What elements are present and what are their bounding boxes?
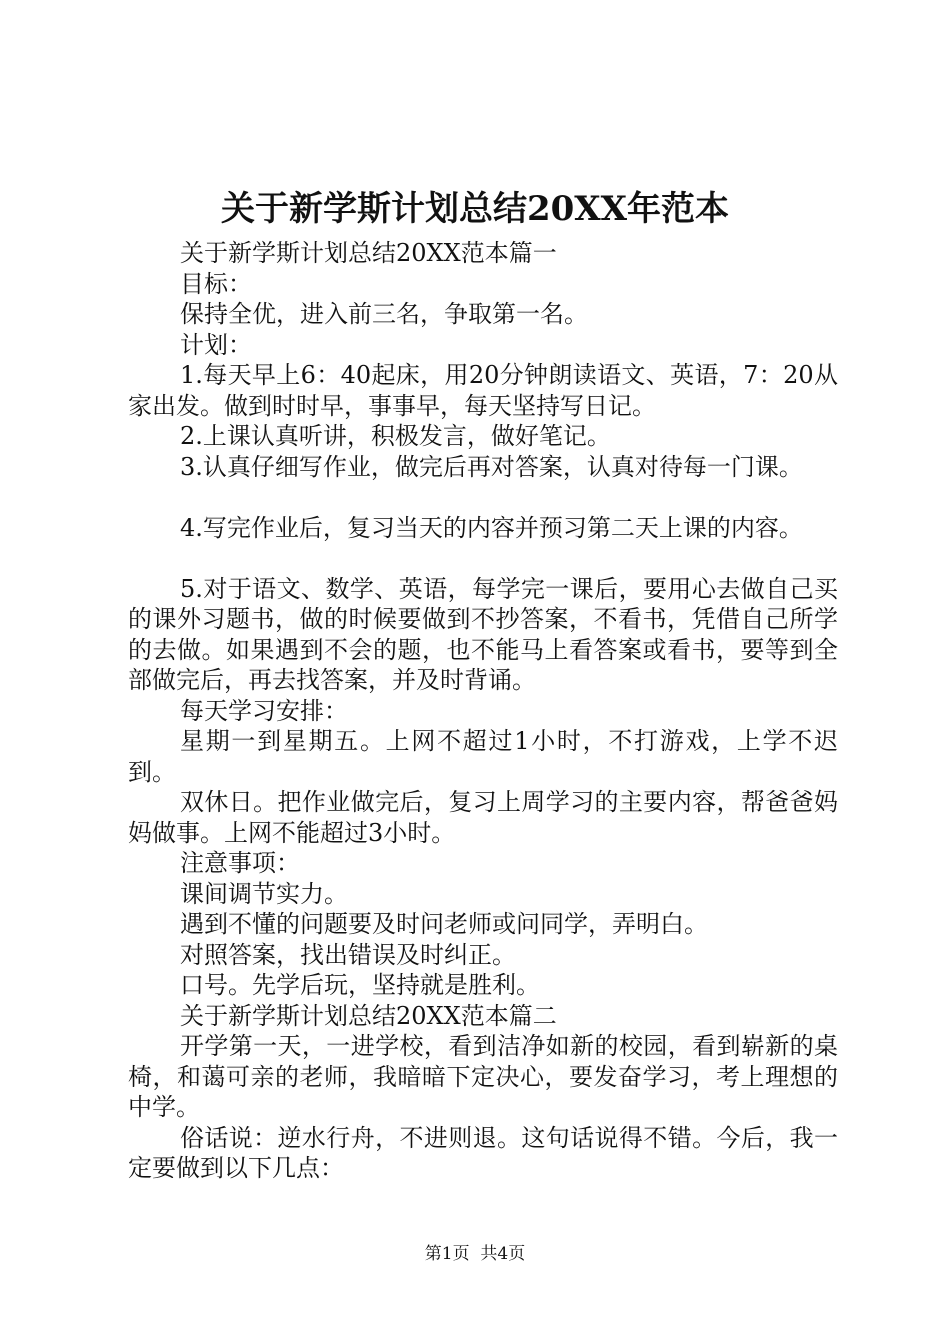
- paragraph: 计划：: [180, 330, 252, 359]
- paragraph: 遇到不懂的问题要及时问老师或问同学，弄明白。: [180, 910, 708, 938]
- paragraph: 2.上课认真听讲，积极发言，做好笔记。: [180, 422, 611, 450]
- paragraph: 星期一到星期五。上网不超过1小时，不打游戏，上学不迟到。: [128, 727, 838, 786]
- paragraph: 关于新学斯计划总结20XX范本篇二: [180, 1001, 557, 1030]
- paragraph: 开学第一天，一进学校，看到洁净如新的校园，看到崭新的桌椅，和蔼可亲的老师，我暗暗下定决心，要发奋学习，考上理想的中学。: [128, 1032, 838, 1121]
- page-footer: 第1页 共4页: [424, 1244, 526, 1264]
- paragraph: 课间调节实力。: [180, 879, 348, 908]
- paragraph: 5.对于语文、数学、英语，每学完一课后，要用心去做自己买的课外习题书，做的时候要做到不抄答案，不看书，凭借自己所学的去做。如果遇到不会的题，也不能马上看答案或看书，要等到全部做完后，再去找答案，并及时背诵。: [128, 574, 838, 694]
- paragraph: 俗话说：逆水行舟，不进则退。这句话说得不错。今后，我一定要做到以下几点：: [128, 1123, 838, 1182]
- paragraph: 注意事项：: [180, 849, 300, 877]
- paragraph: 3.认真仔细写作业，做完后再对答案，认真对待每一门课。: [180, 452, 803, 481]
- paragraph: 1.每天早上6：40起床，用20分钟朗读语文、英语，7：20从家出发。做到时时早，事事早，每天坚持写日记。: [128, 361, 838, 420]
- paragraph: 目标：: [180, 269, 252, 298]
- paragraph: 每天学习安排：: [180, 696, 348, 725]
- document-body: [128, 238, 838, 1184]
- blank-line: [128, 482, 838, 513]
- paragraph: 双休日。把作业做完后，复习上周学习的主要内容，帮爸爸妈妈做事。上网不能超过3小时。: [128, 788, 838, 847]
- blank-line: [128, 543, 838, 574]
- document-title: 关于新学斯计划总结20XX年范本: [220, 189, 730, 229]
- paragraph: 对照答案，找出错误及时纠正。: [180, 940, 516, 969]
- paragraph: 保持全优，进入前三名，争取第一名。: [180, 300, 588, 328]
- paragraph: 4.写完作业后，复习当天的内容并预习第二天上课的内容。: [180, 513, 803, 542]
- paragraph: 关于新学斯计划总结20XX范本篇一: [180, 239, 557, 267]
- paragraph: 口号。先学后玩，坚持就是胜利。: [180, 971, 540, 999]
